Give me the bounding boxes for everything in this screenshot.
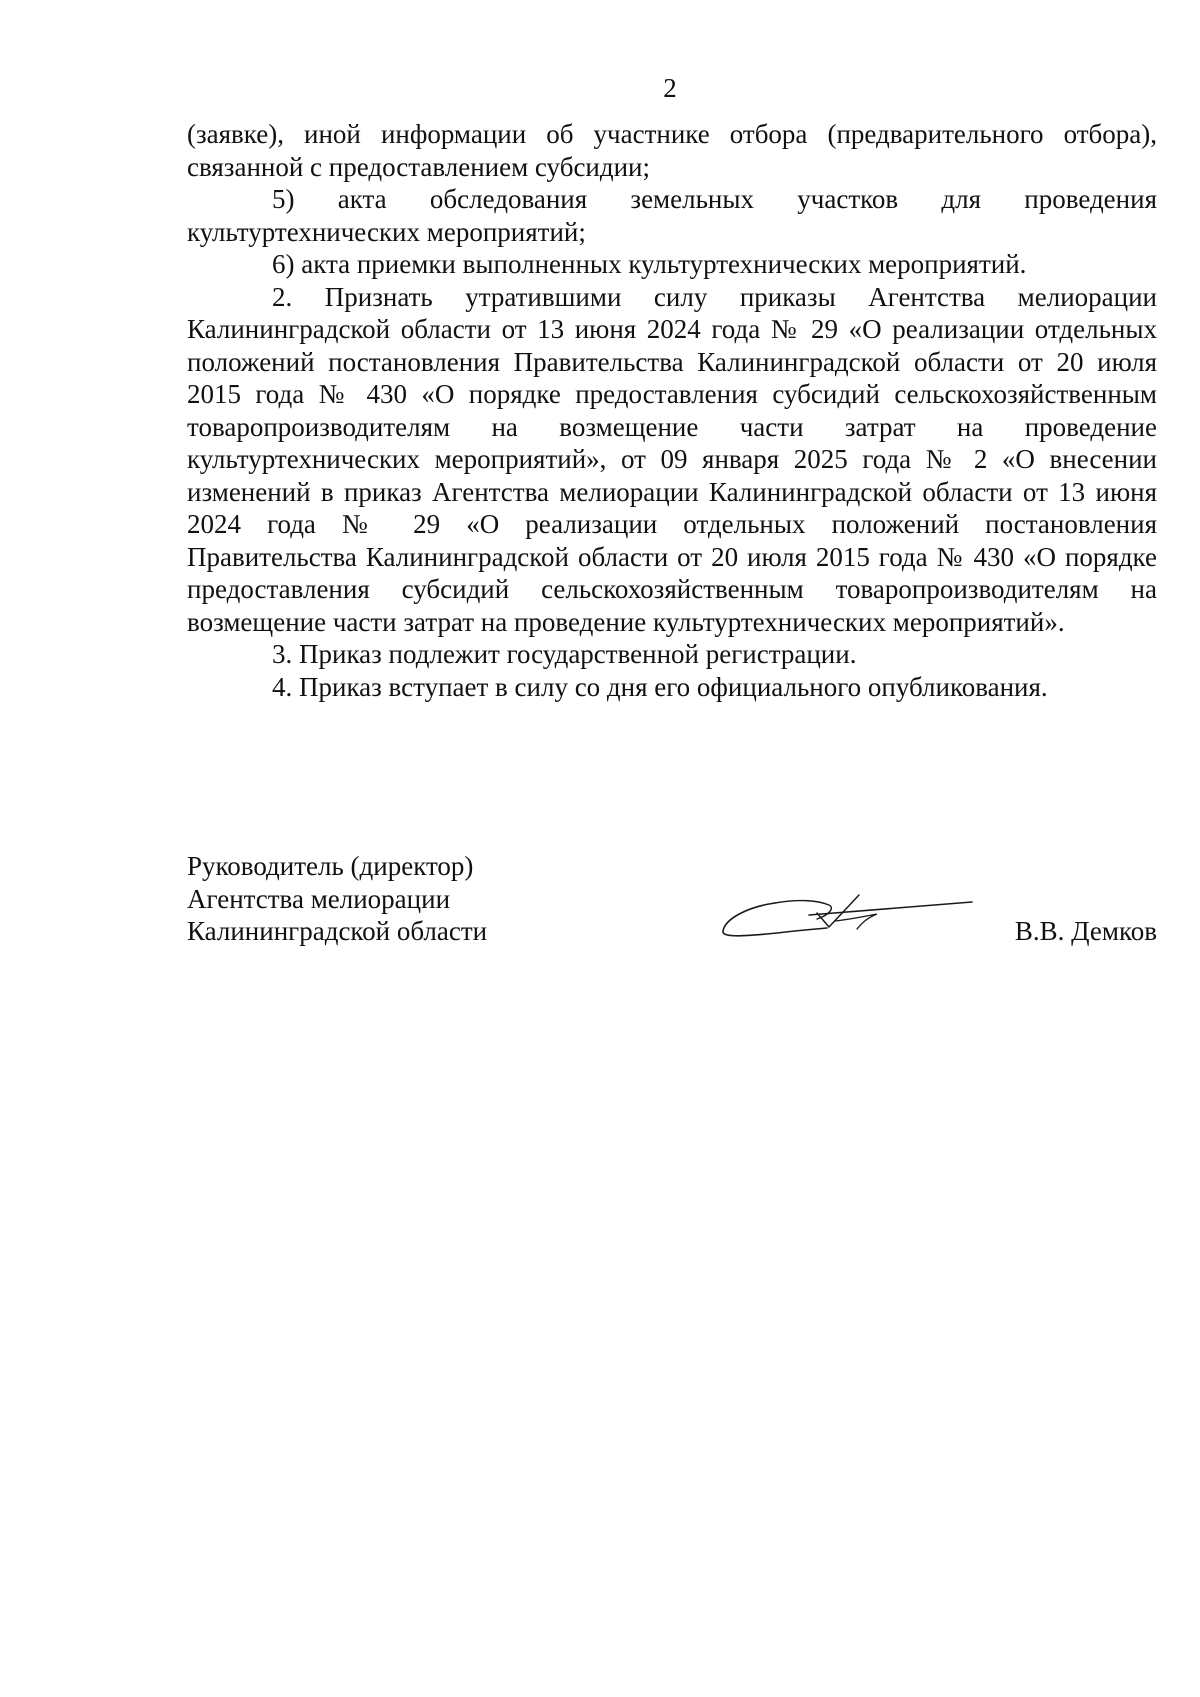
signatory-position-line: Руководитель (директор) — [187, 851, 474, 881]
paragraph-application-info: (заявке), иной информации об участнике отбора (предварительного отбора), связанной с предоставлением субсидии; — [187, 119, 1157, 182]
page-number: 2 — [663, 73, 677, 103]
paragraph-clause-3: 3. Приказ подлежит государственной регистрации. — [272, 639, 857, 669]
signatory-name: В.В. Демков — [1014, 916, 1157, 946]
signature-block — [187, 850, 1157, 960]
handwritten-signature — [717, 885, 987, 945]
signatory-position-line: Агентства мелиорации — [187, 883, 451, 914]
paragraph-item-6: 6) акта приемки выполненных культуртехнических мероприятий. — [272, 249, 1027, 279]
document-body — [187, 118, 1157, 703]
signatory-position-line: Калининградской области — [187, 916, 488, 946]
paragraph-item-5: 5) акта обследования земельных участков для проведения культуртехнических мероприятий; — [187, 184, 1157, 247]
paragraph-clause-4: 4. Приказ вступает в силу со дня его официального опубликования. — [272, 671, 1048, 702]
signatory-position — [187, 850, 487, 948]
paragraph-clause-2: 2. Признать утратившими силу приказы Агентства мелиорации Калининградской области от 13 июня 2024 года № 29 «О реализации отдельных положений постановления Правительства Калининградской области от 20 июля 2015 года № 430 «О порядке предоставления субсидий сельскохозяйственным товаропроизводителям на возмещение части затрат на проведение культуртехнических мероприятий», от 09 января 2025 года № 2 «О внесении изменений в приказ Агентства мелиорации Калининградской области от 13 июня 2024 года № 29 «О реализации отдельных положений постановления Правительства Калининградской области от 20 июля 2015 года № 430 «О порядке предоставления субсидий сельскохозяйственным товаропроизводителям на возмещение части затрат на проведение культуртехнических мероприятий». — [187, 281, 1157, 637]
